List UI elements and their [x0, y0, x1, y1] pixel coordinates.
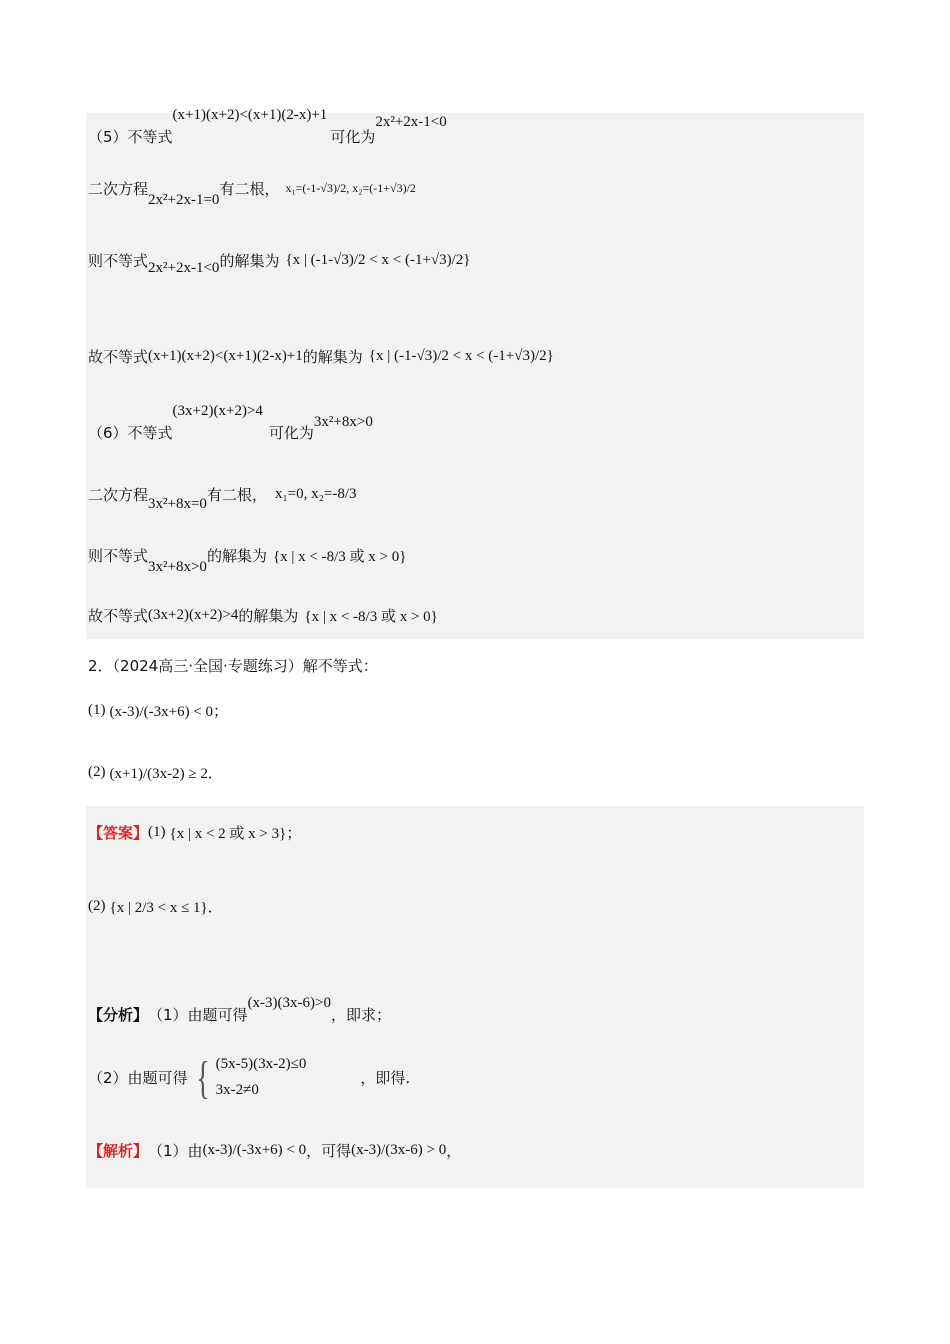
- answer-line-1: [88, 822, 301, 843]
- line-part5: [88, 107, 447, 146]
- problem2-part2: [88, 762, 223, 783]
- part5-quadratic: 2x²+2x-1<0: [375, 114, 447, 130]
- sol2-lead: 则不等式: [88, 547, 149, 565]
- so1-expression2: (x-3)/(3x-6) > 0: [351, 1142, 447, 1158]
- an1-lead: （1）由题可得: [148, 1006, 248, 1024]
- analysis-line-2: [88, 1052, 410, 1103]
- eq2-equation: 3x²+8x=0: [148, 496, 207, 512]
- answer-line-2: [88, 896, 223, 917]
- an2-row1: (5x-5)(3x-2)≤0: [215, 1056, 307, 1072]
- fin1-lead: 故不等式: [88, 348, 149, 366]
- line-part6: [88, 403, 373, 442]
- p2-expression: (x+1)/(3x-2) ≥ 2．: [109, 766, 223, 782]
- fin2-lead: 故不等式: [88, 607, 149, 625]
- part5-inequality: (x+1)(x+2)<(x+1)(2-x)+1: [172, 107, 328, 123]
- eq1-roots: x₁=(-1-√3)/2, x₂=(-1+√3)/2: [285, 181, 416, 195]
- an1-expression: (x-3)(3x-6)>0: [247, 995, 331, 1011]
- solution-line-1: [88, 1140, 461, 1161]
- answer-tag: 【答案】: [88, 824, 149, 842]
- line-quadratic-roots-2: [88, 484, 357, 512]
- so1-tail: ，: [446, 1142, 462, 1160]
- eq1-roots-text: 有二根，: [219, 180, 280, 198]
- line-solution-set-1: [88, 250, 471, 276]
- part5-transform-text: 可化为: [330, 128, 376, 146]
- sol1-lead: 则不等式: [88, 252, 149, 270]
- fin1-set-text: 的解集为: [302, 348, 363, 366]
- fin2-inequality: (3x+2)(x+2)>4: [148, 607, 239, 623]
- eq2-lead: 二次方程: [88, 486, 149, 504]
- line-quadratic-roots-1: [88, 178, 416, 208]
- a2-label: (2): [88, 898, 106, 914]
- an2-system: [192, 1052, 307, 1103]
- fin2-set-text: 的解集为: [238, 607, 299, 625]
- sol2-set: {x | x < -8/3 或 x > 0}: [272, 549, 407, 565]
- part6-transform-text: 可化为: [268, 424, 314, 442]
- an2-tail: ，即得.: [360, 1069, 411, 1087]
- eq2-roots-text: 有二根，: [206, 486, 267, 504]
- sol1-set: {x | (-1-√3)/2 < x < (-1+√3)/2}: [285, 252, 471, 268]
- part6-quadratic: 3x²+8x>0: [313, 414, 373, 430]
- so1-expression1: (x-3)/(-3x+6) < 0: [202, 1142, 307, 1158]
- an2-lead: （2）由题可得: [88, 1069, 188, 1087]
- sol2-inequality: 3x²+8x>0: [148, 559, 207, 575]
- left-brace-icon: {: [195, 1051, 210, 1103]
- sol1-set-text: 的解集为: [219, 252, 280, 270]
- sol2-set-text: 的解集为: [206, 547, 267, 565]
- line-solution-set-2: [88, 545, 407, 575]
- problem2-header: [88, 655, 378, 676]
- fin1-set: {x | (-1-√3)/2 < x < (-1+√3)/2}: [368, 348, 554, 364]
- solution-tag: 【解析】: [88, 1142, 149, 1160]
- a1-set: {x | x < 2 或 x > 3}；: [169, 826, 302, 842]
- problem2-title: 2．（2024高三·全国·专题练习）解不等式：: [88, 657, 378, 675]
- an2-row2: 3x-2≠0: [215, 1081, 259, 1098]
- a2-set: {x | 2/3 < x ≤ 1}．: [109, 900, 223, 916]
- answer-block-shade: [86, 806, 864, 1188]
- p2-label: (2): [88, 764, 106, 780]
- eq2-roots: x₁=0, x₂=-8/3: [274, 486, 357, 502]
- problem2-part1: [88, 700, 228, 721]
- eq1-lead: 二次方程: [88, 180, 149, 198]
- line-final-set-1: [88, 346, 554, 367]
- analysis-line-1: [88, 995, 392, 1025]
- part6-label: （6）不等式: [88, 424, 173, 442]
- p1-label: (1): [88, 702, 106, 718]
- so1-lead: （1）由: [148, 1142, 203, 1160]
- a1-label: (1): [148, 824, 166, 840]
- fin2-set: {x | x < -8/3 或 x > 0}: [304, 609, 438, 625]
- eq1-equation: 2x²+2x-1=0: [148, 192, 220, 208]
- line-final-set-2: [88, 605, 438, 626]
- an1-tail: ，即求；: [331, 1006, 392, 1024]
- p1-expression: (x-3)/(-3x+6) < 0；: [109, 704, 229, 720]
- part5-label: （5）不等式: [88, 128, 173, 146]
- so1-mid: ，可得: [306, 1142, 352, 1160]
- fin1-inequality: (x+1)(x+2)<(x+1)(2-x)+1: [148, 348, 303, 364]
- analysis-tag: 【分析】: [88, 1006, 149, 1024]
- sol1-inequality: 2x²+2x-1<0: [148, 260, 220, 276]
- part6-inequality: (3x+2)(x+2)>4: [172, 403, 263, 419]
